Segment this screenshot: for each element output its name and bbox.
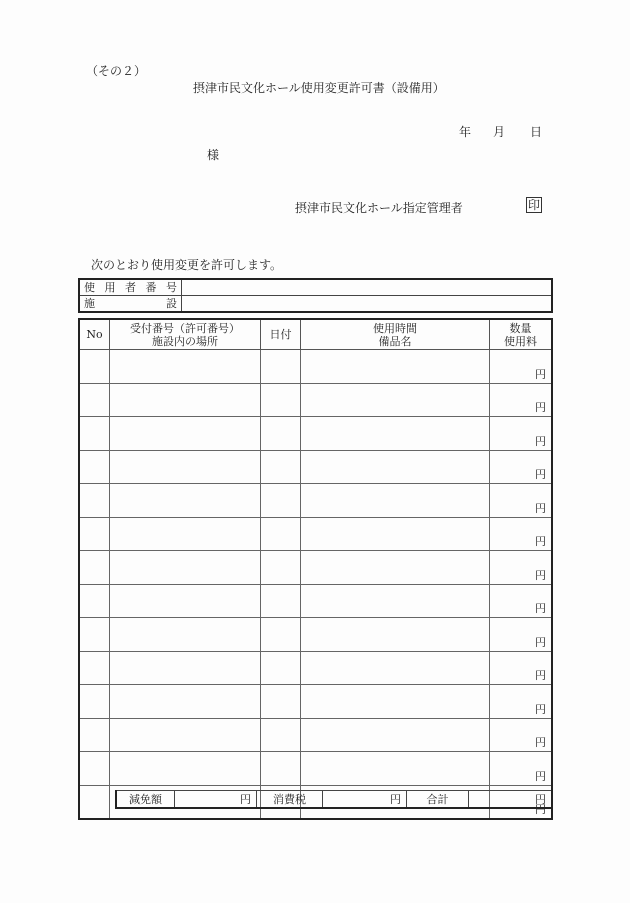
row-date-cell[interactable] — [261, 685, 301, 719]
page-title: 摂津市民文化ホール使用変更許可書（設備用） — [193, 81, 445, 95]
row-time-cell[interactable] — [301, 484, 490, 518]
table-row — [79, 718, 552, 752]
total-field[interactable]: 円 — [469, 791, 553, 809]
total-label: 合計 — [407, 791, 469, 809]
row-receipt-cell[interactable] — [110, 417, 261, 451]
row-receipt-cell[interactable] — [110, 752, 261, 786]
row-date-cell[interactable] — [261, 350, 301, 384]
row-time-cell[interactable] — [301, 383, 490, 417]
row-fee-cell[interactable]: 円 — [490, 417, 553, 451]
row-fee-cell[interactable]: 円 — [490, 651, 553, 685]
form-number: （その２） — [86, 64, 147, 78]
table-row — [79, 584, 552, 618]
row-receipt-cell[interactable] — [110, 685, 261, 719]
row-date-cell[interactable] — [261, 517, 301, 551]
discount-label: 減免額 — [116, 791, 175, 809]
row-date-cell[interactable] — [261, 718, 301, 752]
row-time-cell[interactable] — [301, 584, 490, 618]
info-row-facility — [79, 296, 552, 313]
row-no-cell[interactable] — [79, 752, 110, 786]
row-receipt-cell[interactable] — [110, 517, 261, 551]
row-fee-cell[interactable]: 円 — [490, 718, 553, 752]
header-time: 使用時間 備品名 — [301, 319, 490, 350]
row-fee-cell[interactable]: 円 — [490, 517, 553, 551]
row-date-cell[interactable] — [261, 584, 301, 618]
table-row — [79, 618, 552, 652]
usage-table-header — [79, 319, 552, 350]
usage-table — [78, 318, 553, 820]
tax-label: 消費税 — [257, 791, 323, 809]
header-no: No — [79, 319, 110, 350]
row-receipt-cell[interactable] — [110, 618, 261, 652]
row-no-cell[interactable] — [79, 551, 110, 585]
row-no-cell[interactable] — [79, 450, 110, 484]
row-time-cell[interactable] — [301, 417, 490, 451]
row-receipt-cell[interactable] — [110, 651, 261, 685]
row-no-cell[interactable] — [79, 484, 110, 518]
header-receipt: 受付番号（許可番号） 施設内の場所 — [110, 319, 261, 350]
row-time-cell[interactable] — [301, 551, 490, 585]
row-receipt-cell[interactable] — [110, 718, 261, 752]
row-fee-cell[interactable]: 円 — [490, 551, 553, 585]
row-time-cell[interactable] — [301, 752, 490, 786]
seal-mark: 印 — [528, 198, 541, 212]
row-time-cell[interactable] — [301, 350, 490, 384]
table-row — [79, 383, 552, 417]
date-year-label: 年 — [459, 125, 472, 139]
table-row — [79, 685, 552, 719]
row-fee-cell[interactable]: 円 — [490, 752, 553, 786]
row-fee-cell[interactable]: 円 — [490, 618, 553, 652]
info-table — [78, 278, 553, 313]
tax-field[interactable]: 円 — [323, 791, 407, 809]
row-date-cell[interactable] — [261, 383, 301, 417]
row-fee-cell[interactable]: 円 — [490, 785, 553, 819]
row-date-cell[interactable] — [261, 651, 301, 685]
row-fee-cell[interactable]: 円 — [490, 484, 553, 518]
row-time-cell[interactable] — [301, 685, 490, 719]
facility-label: 施 設 — [79, 296, 182, 313]
row-time-cell[interactable] — [301, 517, 490, 551]
row-no-cell[interactable] — [79, 584, 110, 618]
row-time-cell[interactable] — [301, 450, 490, 484]
row-date-cell[interactable] — [261, 551, 301, 585]
table-row — [79, 417, 552, 451]
row-receipt-cell[interactable] — [110, 484, 261, 518]
row-fee-cell[interactable]: 円 — [490, 584, 553, 618]
user-number-field[interactable] — [182, 279, 553, 296]
row-date-cell[interactable] — [261, 484, 301, 518]
table-row — [79, 484, 552, 518]
row-no-cell[interactable] — [79, 517, 110, 551]
row-receipt-cell[interactable] — [110, 383, 261, 417]
row-no-cell[interactable] — [79, 685, 110, 719]
permission-statement: 次のとおり使用変更を許可します。 — [91, 258, 283, 272]
row-no-cell[interactable] — [79, 383, 110, 417]
row-fee-cell[interactable]: 円 — [490, 383, 553, 417]
row-date-cell[interactable] — [261, 618, 301, 652]
table-row — [79, 651, 552, 685]
row-date-cell[interactable] — [261, 752, 301, 786]
row-no-cell[interactable] — [79, 651, 110, 685]
row-date-cell[interactable] — [261, 450, 301, 484]
row-receipt-cell[interactable] — [110, 450, 261, 484]
header-date: 日付 — [261, 319, 301, 350]
facility-field[interactable] — [182, 296, 553, 313]
table-row — [79, 551, 552, 585]
row-no-cell[interactable] — [79, 618, 110, 652]
table-row — [79, 350, 552, 384]
addressee-suffix: 様 — [207, 148, 220, 162]
info-row-user-number — [79, 279, 552, 296]
row-fee-cell[interactable]: 円 — [490, 450, 553, 484]
totals-row — [116, 791, 552, 809]
row-no-cell[interactable] — [79, 718, 110, 752]
issuer-name: 摂津市民文化ホール指定管理者 — [295, 201, 463, 215]
row-time-cell[interactable] — [301, 718, 490, 752]
discount-field[interactable]: 円 — [175, 791, 257, 809]
row-date-cell[interactable] — [261, 417, 301, 451]
row-receipt-cell[interactable] — [110, 350, 261, 384]
row-fee-cell[interactable]: 円 — [490, 350, 553, 384]
totals-table — [115, 790, 553, 809]
row-receipt-cell[interactable] — [110, 551, 261, 585]
row-no-cell[interactable] — [79, 785, 110, 819]
table-row — [79, 517, 552, 551]
row-no-cell[interactable] — [79, 350, 110, 384]
row-fee-cell[interactable]: 円 — [490, 685, 553, 719]
table-row — [79, 752, 552, 786]
row-time-cell[interactable] — [301, 618, 490, 652]
date-day-label: 日 — [530, 125, 543, 139]
header-quantity: 数量 使用料 — [490, 319, 553, 350]
table-row — [79, 450, 552, 484]
date-month-label: 月 — [493, 125, 506, 139]
row-no-cell[interactable] — [79, 417, 110, 451]
user-number-label: 使 用 者 番 号 — [79, 279, 182, 296]
row-receipt-cell[interactable] — [110, 584, 261, 618]
row-time-cell[interactable] — [301, 651, 490, 685]
